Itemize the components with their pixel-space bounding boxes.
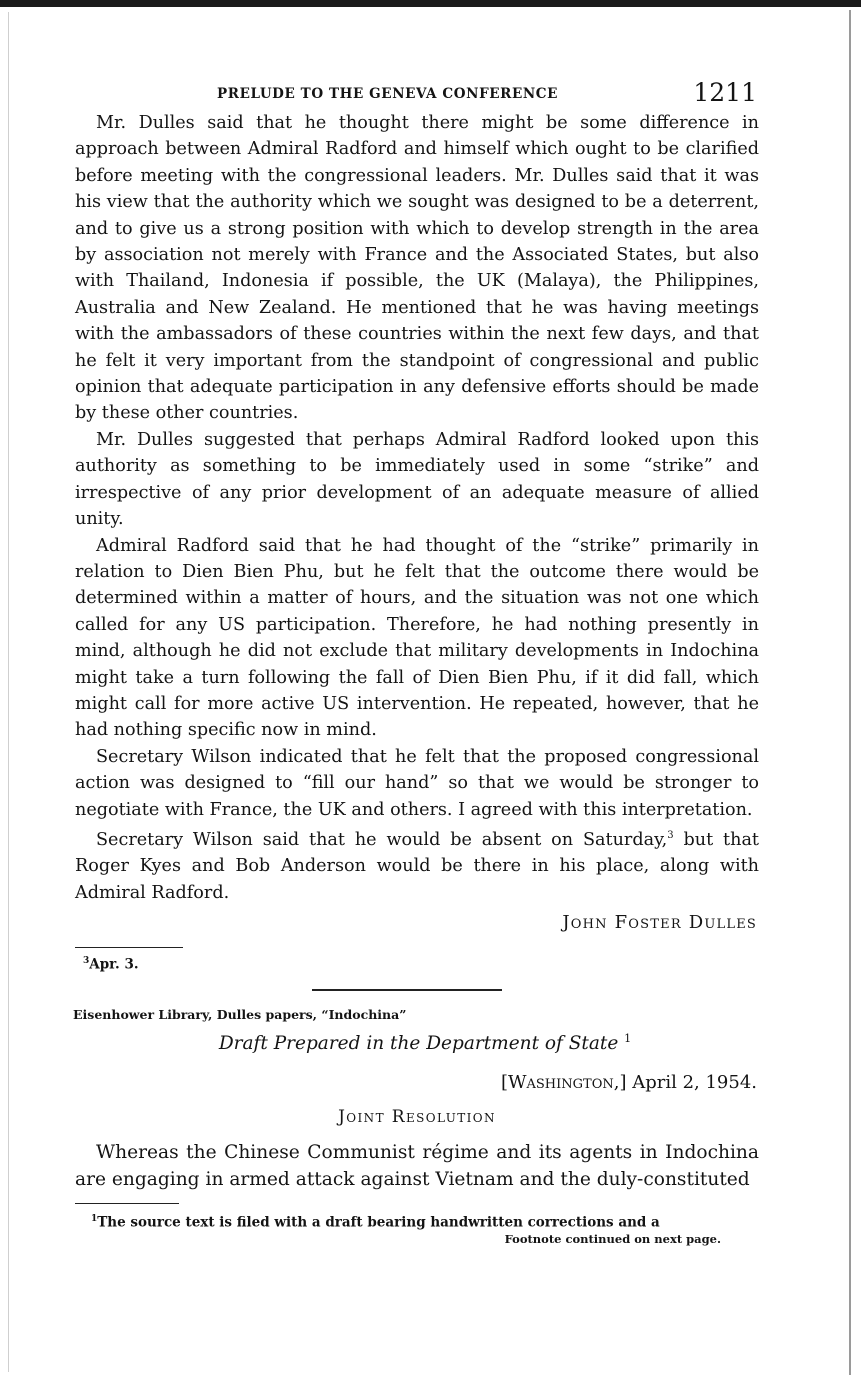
footnote-ref-1: 1 (624, 1031, 632, 1045)
document-title-text: Draft Prepared in the Department of State (218, 1032, 619, 1054)
footnote-rule (75, 947, 183, 948)
dateline (75, 1072, 757, 1093)
paragraph-5-end: but that Roger Kyes and Bob Anderson would be there in his place, along with Admiral Radford. (75, 829, 760, 903)
paragraph-5 (75, 823, 759, 906)
memo-body (75, 110, 759, 906)
signature-text: John Foster Dulles (562, 912, 757, 934)
scan-right-edge (849, 10, 851, 1375)
footnote-3-text: Apr. 3. (89, 956, 139, 973)
page-number: 1211 (693, 78, 757, 107)
footnote-3 (83, 956, 759, 973)
footnote-ref-3: 3 (667, 829, 674, 841)
footnote-1-marker: 1 (91, 1213, 98, 1224)
source-citation: Eisenhower Library, Dulles papers, “Indochina” (73, 1006, 407, 1022)
document-title (83, 1032, 767, 1054)
scan-left-edge (8, 12, 9, 1372)
footnote-1-text: The source text is filed with a draft bearing handwritten corrections and a (97, 1214, 660, 1231)
paragraph-2: Mr. Dulles suggested that perhaps Admiral Radford looked upon this authority as something to be immediately used in some “strike” and irrespective of any prior development of an adequate measure of allied unity. (75, 429, 759, 530)
footnote-continued: Footnote continued on next page. (504, 1232, 721, 1247)
footnote-3-marker: 3 (83, 956, 90, 967)
footnote-1 (75, 1214, 759, 1231)
document-page (75, 78, 759, 1246)
paragraph-5-start: Secretary Wilson said that he would be absent on Saturday, (96, 829, 668, 850)
dateline-date: April 2, 1954. (626, 1071, 757, 1093)
resolution-paragraph: Whereas the Chinese Communist régime and its agents in Indochina are engaging in armed attack against Vietnam and the duly-constituted (75, 1141, 759, 1190)
running-head (75, 78, 759, 110)
resolution-text (75, 1139, 759, 1193)
footnote-rule-2 (75, 1203, 179, 1204)
signature (75, 912, 757, 933)
document-separator (312, 989, 502, 991)
paragraph-1: Mr. Dulles said that he thought there might be some difference in approach between Admiral Radford and himself which ought to be clarified before meeting with the congressional leaders. Mr. Dulles said that it was his view that the authority which we sought was designed to be a deterrent, and to give us a strong position with which to develop strength in the area by association not merely with France and the Associated States, but also with Thailand, Indonesia if possible, the UK (Malaya), the Philippines, Australia and New Zealand. He mentioned that he was having meetings with the ambassadors of these countries within the next few days, and that he felt it very important from the standpoint of congressional and public opinion that adequate participation in any defensive efforts should be made by these other countries. (75, 113, 759, 424)
scan-top-edge (0, 0, 861, 7)
dateline-place: [Washington,] (500, 1071, 627, 1093)
running-title: PRELUDE TO THE GENEVA CONFERENCE (217, 86, 559, 102)
section-heading: Joint Resolution (338, 1106, 496, 1127)
paragraph-4: Secretary Wilson indicated that he felt that the proposed congressional action was designed to “fill our hand” so that we would be stronger to negotiate with France, the UK and others. I agreed with this interpretation. (75, 746, 759, 820)
paragraph-3: Admiral Radford said that he had thought of the “strike” primarily in relation to Dien Bien Phu, but he felt that the outcome there would be determined within a matter of hours, and the situation was not one which called for any US participation. Therefore, he had nothing presently in mind, although he did not exclude that military developments in Indochina might take a turn following the fall of Dien Bien Phu, if it did fall, which might call for more active US intervention. He repeated, however, that he had nothing specific now in mind. (75, 535, 759, 741)
